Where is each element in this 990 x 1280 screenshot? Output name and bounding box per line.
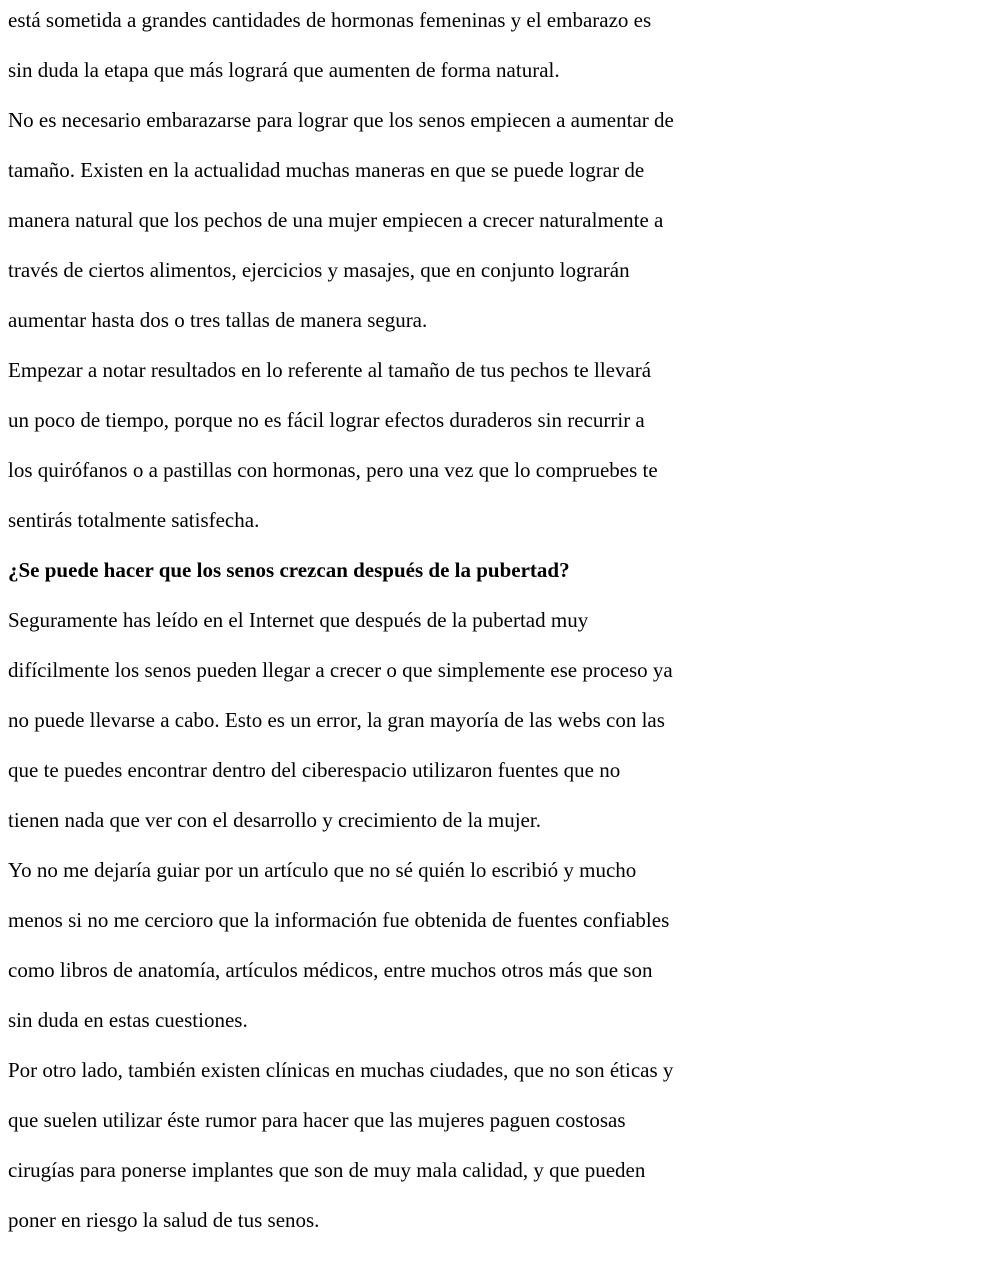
text-line: los quirófanos o a pastillas con hormonas, pero una vez que lo compruebes te [8, 458, 658, 482]
text-line: cirugías para ponerse implantes que son de muy mala calidad, y que pueden [8, 1158, 646, 1182]
text-line: que suelen utilizar éste rumor para hacer que las mujeres paguen costosas [8, 1108, 626, 1132]
text-line: tamaño. Existen en la actualidad muchas maneras en que se puede lograr de [8, 158, 645, 182]
document-page [8, 0, 983, 1250]
text-line: sin duda la etapa que más logrará que aumenten de forma natural. [8, 58, 560, 82]
text-line: menos si no me cercioro que la información fue obtenida de fuentes confiables [8, 908, 670, 932]
text-line: está sometida a grandes cantidades de hormonas femeninas y el embarazo es [8, 8, 652, 32]
section-heading: ¿Se puede hacer que los senos crezcan después de la pubertad? [8, 558, 570, 582]
text-line: través de ciertos alimentos, ejercicios y masajes, que en conjunto lograrán [8, 258, 630, 282]
text-line: Por otro lado, también existen clínicas en muchas ciudades, que no son éticas y [8, 1058, 674, 1082]
text-line: que te puedes encontrar dentro del ciberespacio utilizaron fuentes que no [8, 758, 621, 782]
text-line: como libros de anatomía, artículos médicos, entre muchos otros más que son [8, 958, 653, 982]
text-line: un poco de tiempo, porque no es fácil lograr efectos duraderos sin recurrir a [8, 408, 645, 432]
text-line: aumentar hasta dos o tres tallas de manera segura. [8, 308, 428, 332]
text-line: difícilmente los senos pueden llegar a crecer o que simplemente ese proceso ya [8, 658, 673, 682]
text-line: poner en riesgo la salud de tus senos. [8, 1208, 320, 1232]
text-line: sentirás totalmente satisfecha. [8, 508, 260, 532]
text-line: manera natural que los pechos de una mujer empiecen a crecer naturalmente a [8, 208, 664, 232]
text-line: no puede llevarse a cabo. Esto es un error, la gran mayoría de las webs con las [8, 708, 665, 732]
text-line: sin duda en estas cuestiones. [8, 1008, 248, 1032]
text-line: tienen nada que ver con el desarrollo y crecimiento de la mujer. [8, 808, 541, 832]
text-line: Seguramente has leído en el Internet que después de la pubertad muy [8, 608, 589, 632]
text-line: No es necesario embarazarse para lograr que los senos empiecen a aumentar de [8, 108, 674, 132]
text-line: Yo no me dejaría guiar por un artículo que no sé quién lo escribió y mucho [8, 858, 637, 882]
text-line: Empezar a notar resultados en lo referente al tamaño de tus pechos te llevará [8, 358, 652, 382]
